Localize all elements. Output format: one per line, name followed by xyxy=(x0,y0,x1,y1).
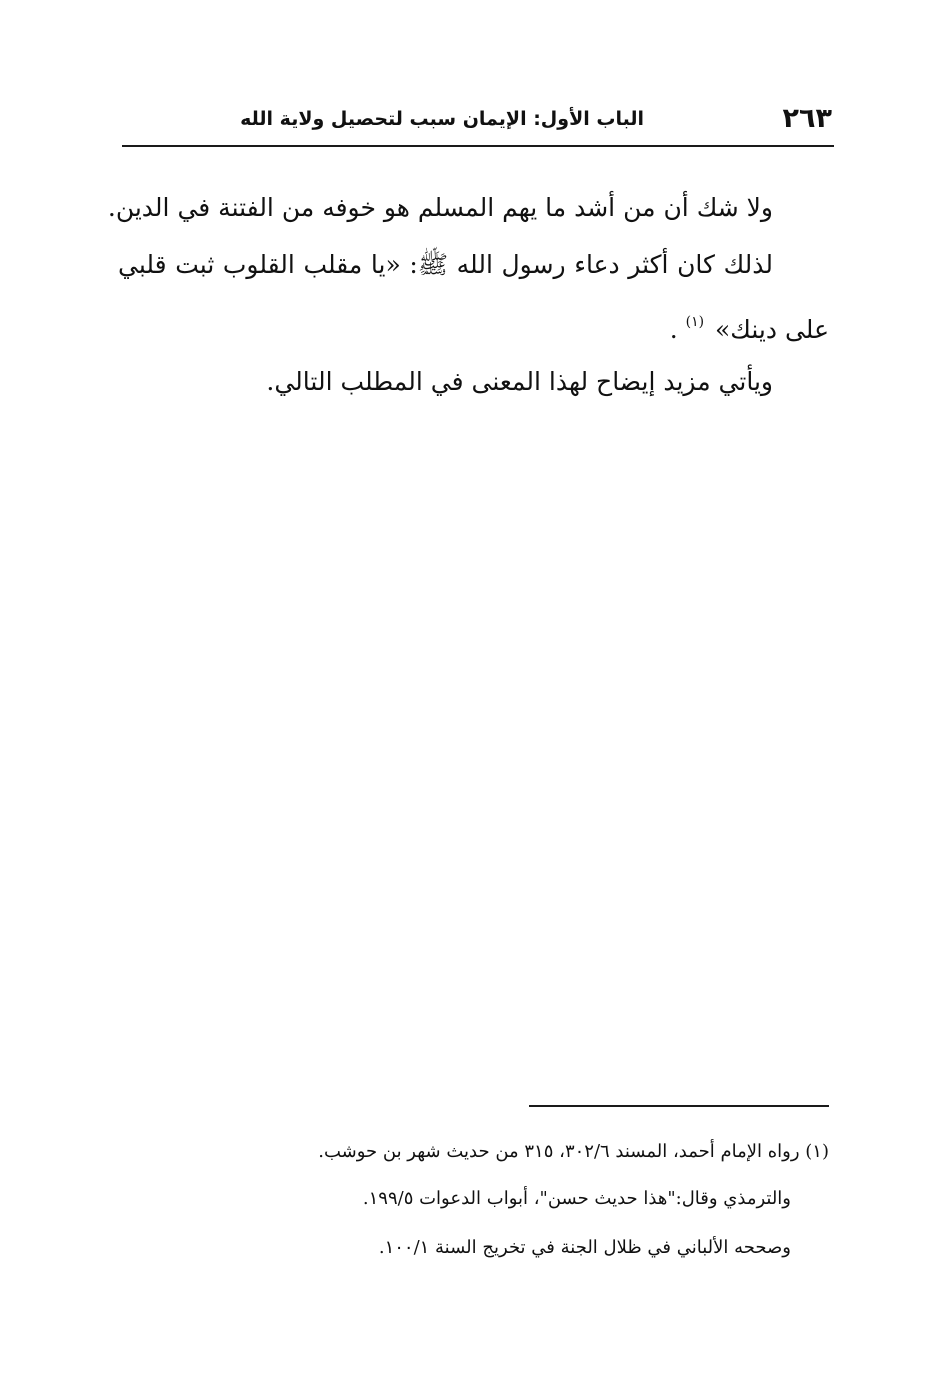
running-title: الباب الأول: الإيمان سبب لتحصيل ولاية الله xyxy=(240,108,644,130)
body-text-line xyxy=(670,302,829,350)
body-text-fragment: على دينك» xyxy=(715,315,829,344)
header-rule xyxy=(122,145,834,147)
footnote-line: وصححه الألباني في ظلال الجنة في تخريج السنة ١٠٠/١. xyxy=(378,1237,791,1258)
body-text-line: ولا شك أن من أشد ما يهم المسلم هو خوفه من الفتنة في الدين. xyxy=(107,193,773,222)
page-header xyxy=(122,100,834,140)
footnote-reference: (١) xyxy=(685,314,705,330)
footnote-rule xyxy=(529,1105,829,1107)
page-number: ٢٦٣ xyxy=(782,103,832,134)
body-text-fragment: . xyxy=(669,315,678,344)
footnote-line: (١) رواه الإمام أحمد، المسند ٣٠٢/٦، ٣١٥ من حديث شهر بن حوشب. xyxy=(318,1141,829,1162)
body-text-line: لذلك كان أكثر دعاء رسول الله ﷺ: «يا مقلب القلوب ثبت قلبي xyxy=(118,250,773,279)
body-text-line: ويأتي مزيد إيضاح لهذا المعنى في المطلب التالي. xyxy=(266,367,773,396)
footnote-line: والترمذي وقال:"هذا حديث حسن"، أبواب الدعوات ١٩٩/٥. xyxy=(362,1188,791,1209)
